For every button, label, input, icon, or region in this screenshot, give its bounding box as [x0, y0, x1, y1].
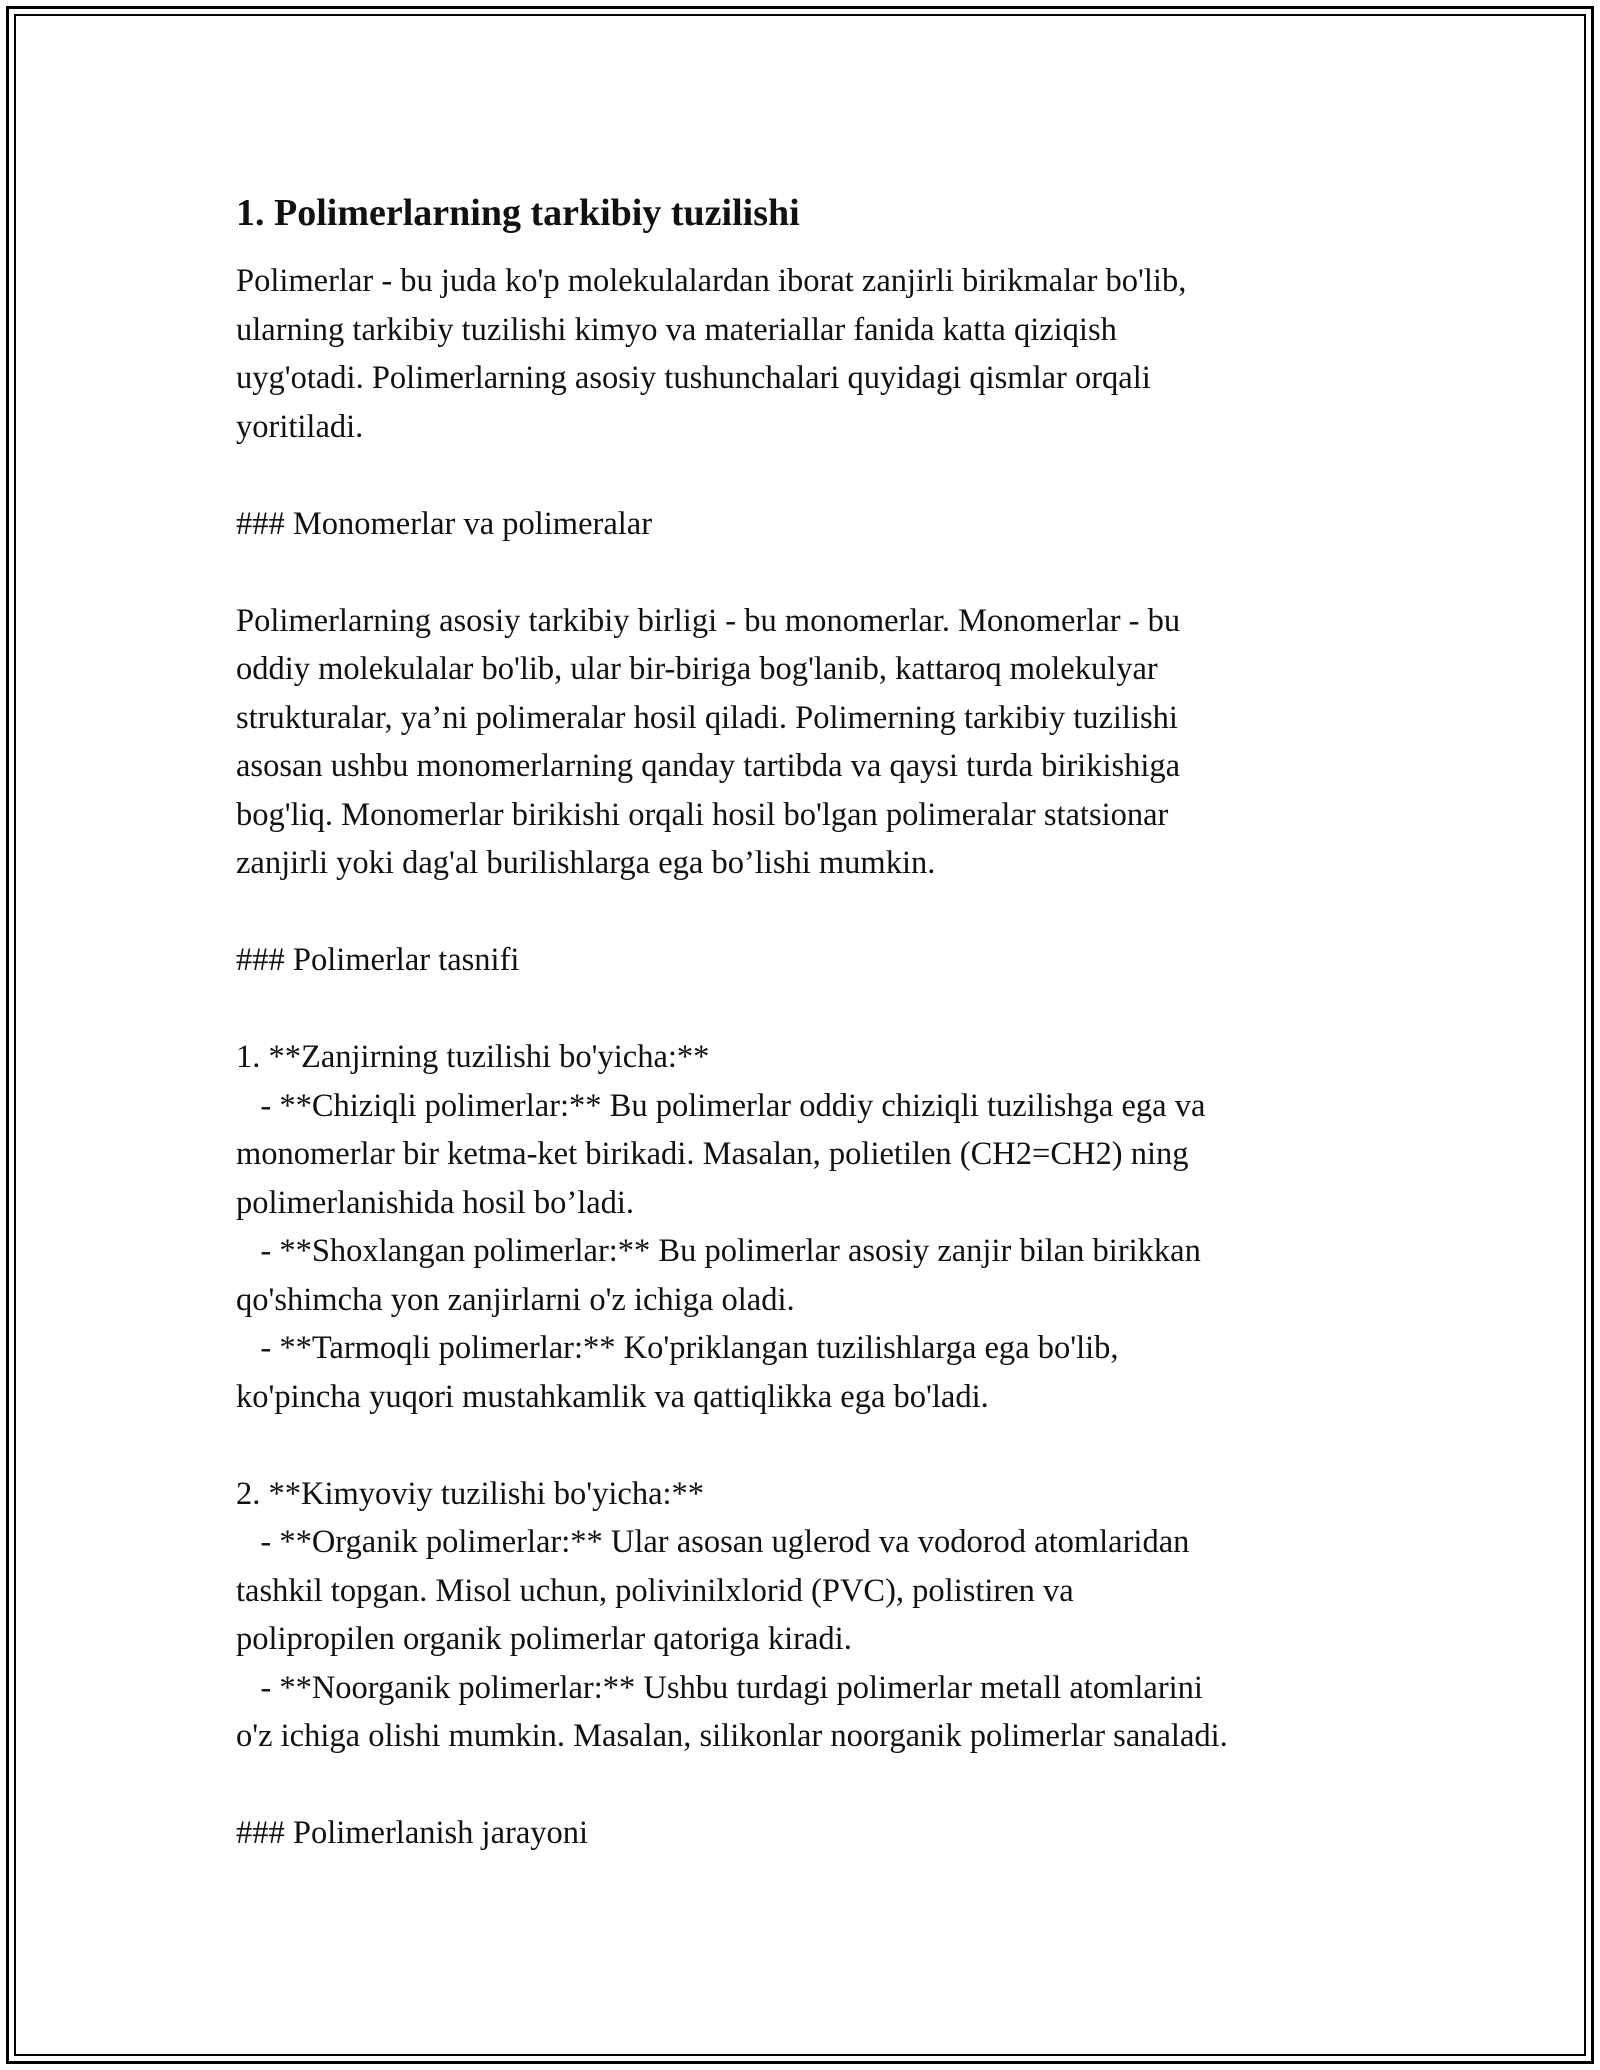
classification-list-chain: 1. **Zanjirning tuzilishi bo'yicha:** - **Chiziqli polimerlar:** Bu polimerlar oddiy chiziqli tuzilishga ega va monomerlar bir ketma-ket birikadi. Masalan, polietilen (CH2=CH2) ning polimerlanishida hosil bo’ladi. - **Shoxlangan polimerlar:** Bu polimerlar asosiy zanjir bilan birikkan qo'shimcha yon zanjirlarni o'z ichiga oladi. - **Tarmoqli polimerlar:** Ko'priklangan tuzilishlarga ega bo'lib, ko'pincha yuqori mustahkamlik va qattiqlikka ega bo'ladi. — [236, 1039, 1206, 1415]
document-content — [236, 187, 1386, 1858]
spacer — [236, 1761, 1386, 1810]
document-title: 1. Polimerlarning tarkibiy tuzilishi — [236, 192, 800, 234]
spacer — [236, 548, 1386, 597]
heading-classification: ### Polimerlar tasnifi — [236, 942, 520, 978]
monomers-paragraph: Polimerlarning asosiy tarkibiy birligi - bu monomerlar. Monomerlar - bu oddiy molekulalar bo'lib, ular bir-biriga bog'lanib, kattaroq molekulyar strukturalar, ya’ni polimeralar hosil qiladi. Polimerning tarkibiy tuzilishi asosan ushbu monomerlarning qanday tartibda va qaysi turda birikishiga bog'liq. Monomerlar birikishi orqali hosil bo'lgan polimeralar statsionar zanjirli yoki dag'al burilishlarga ega bo’lishi mumkin. — [236, 602, 1181, 881]
spacer — [236, 1421, 1386, 1470]
classification-list-chemical: 2. **Kimyoviy tuzilishi bo'yicha:** - **Organik polimerlar:** Ular asosan uglerod va vodorod atomlaridan tashkil topgan. Misol uchun, polivinilxlorid (PVC), polistiren va polipropilen organik polimerlar qatoriga kiradi. - **Noorganik polimerlar:** Ushbu turdagi polimerlar metall atomlarini o'z ichiga olishi mumkin. Masalan, silikonlar noorganik polimerlar sanaladi. — [236, 1475, 1228, 1754]
spacer — [236, 451, 1386, 500]
spacer — [236, 985, 1386, 1034]
heading-polymerization-process: ### Polimerlanish jarayoni — [236, 1815, 589, 1851]
spacer — [236, 888, 1386, 937]
intro-paragraph: Polimerlar - bu juda ko'p molekulalardan iborat zanjirli birikmalar bo'lib, ularning tarkibiy tuzilishi kimyo va materiallar fanida katta qiziqish uyg'otadi. Polimerlarning asosiy tushunchalari quyidagi qismlar orqali yoritiladi. — [236, 263, 1187, 445]
heading-monomers: ### Monomerlar va polimeralar — [236, 505, 653, 542]
